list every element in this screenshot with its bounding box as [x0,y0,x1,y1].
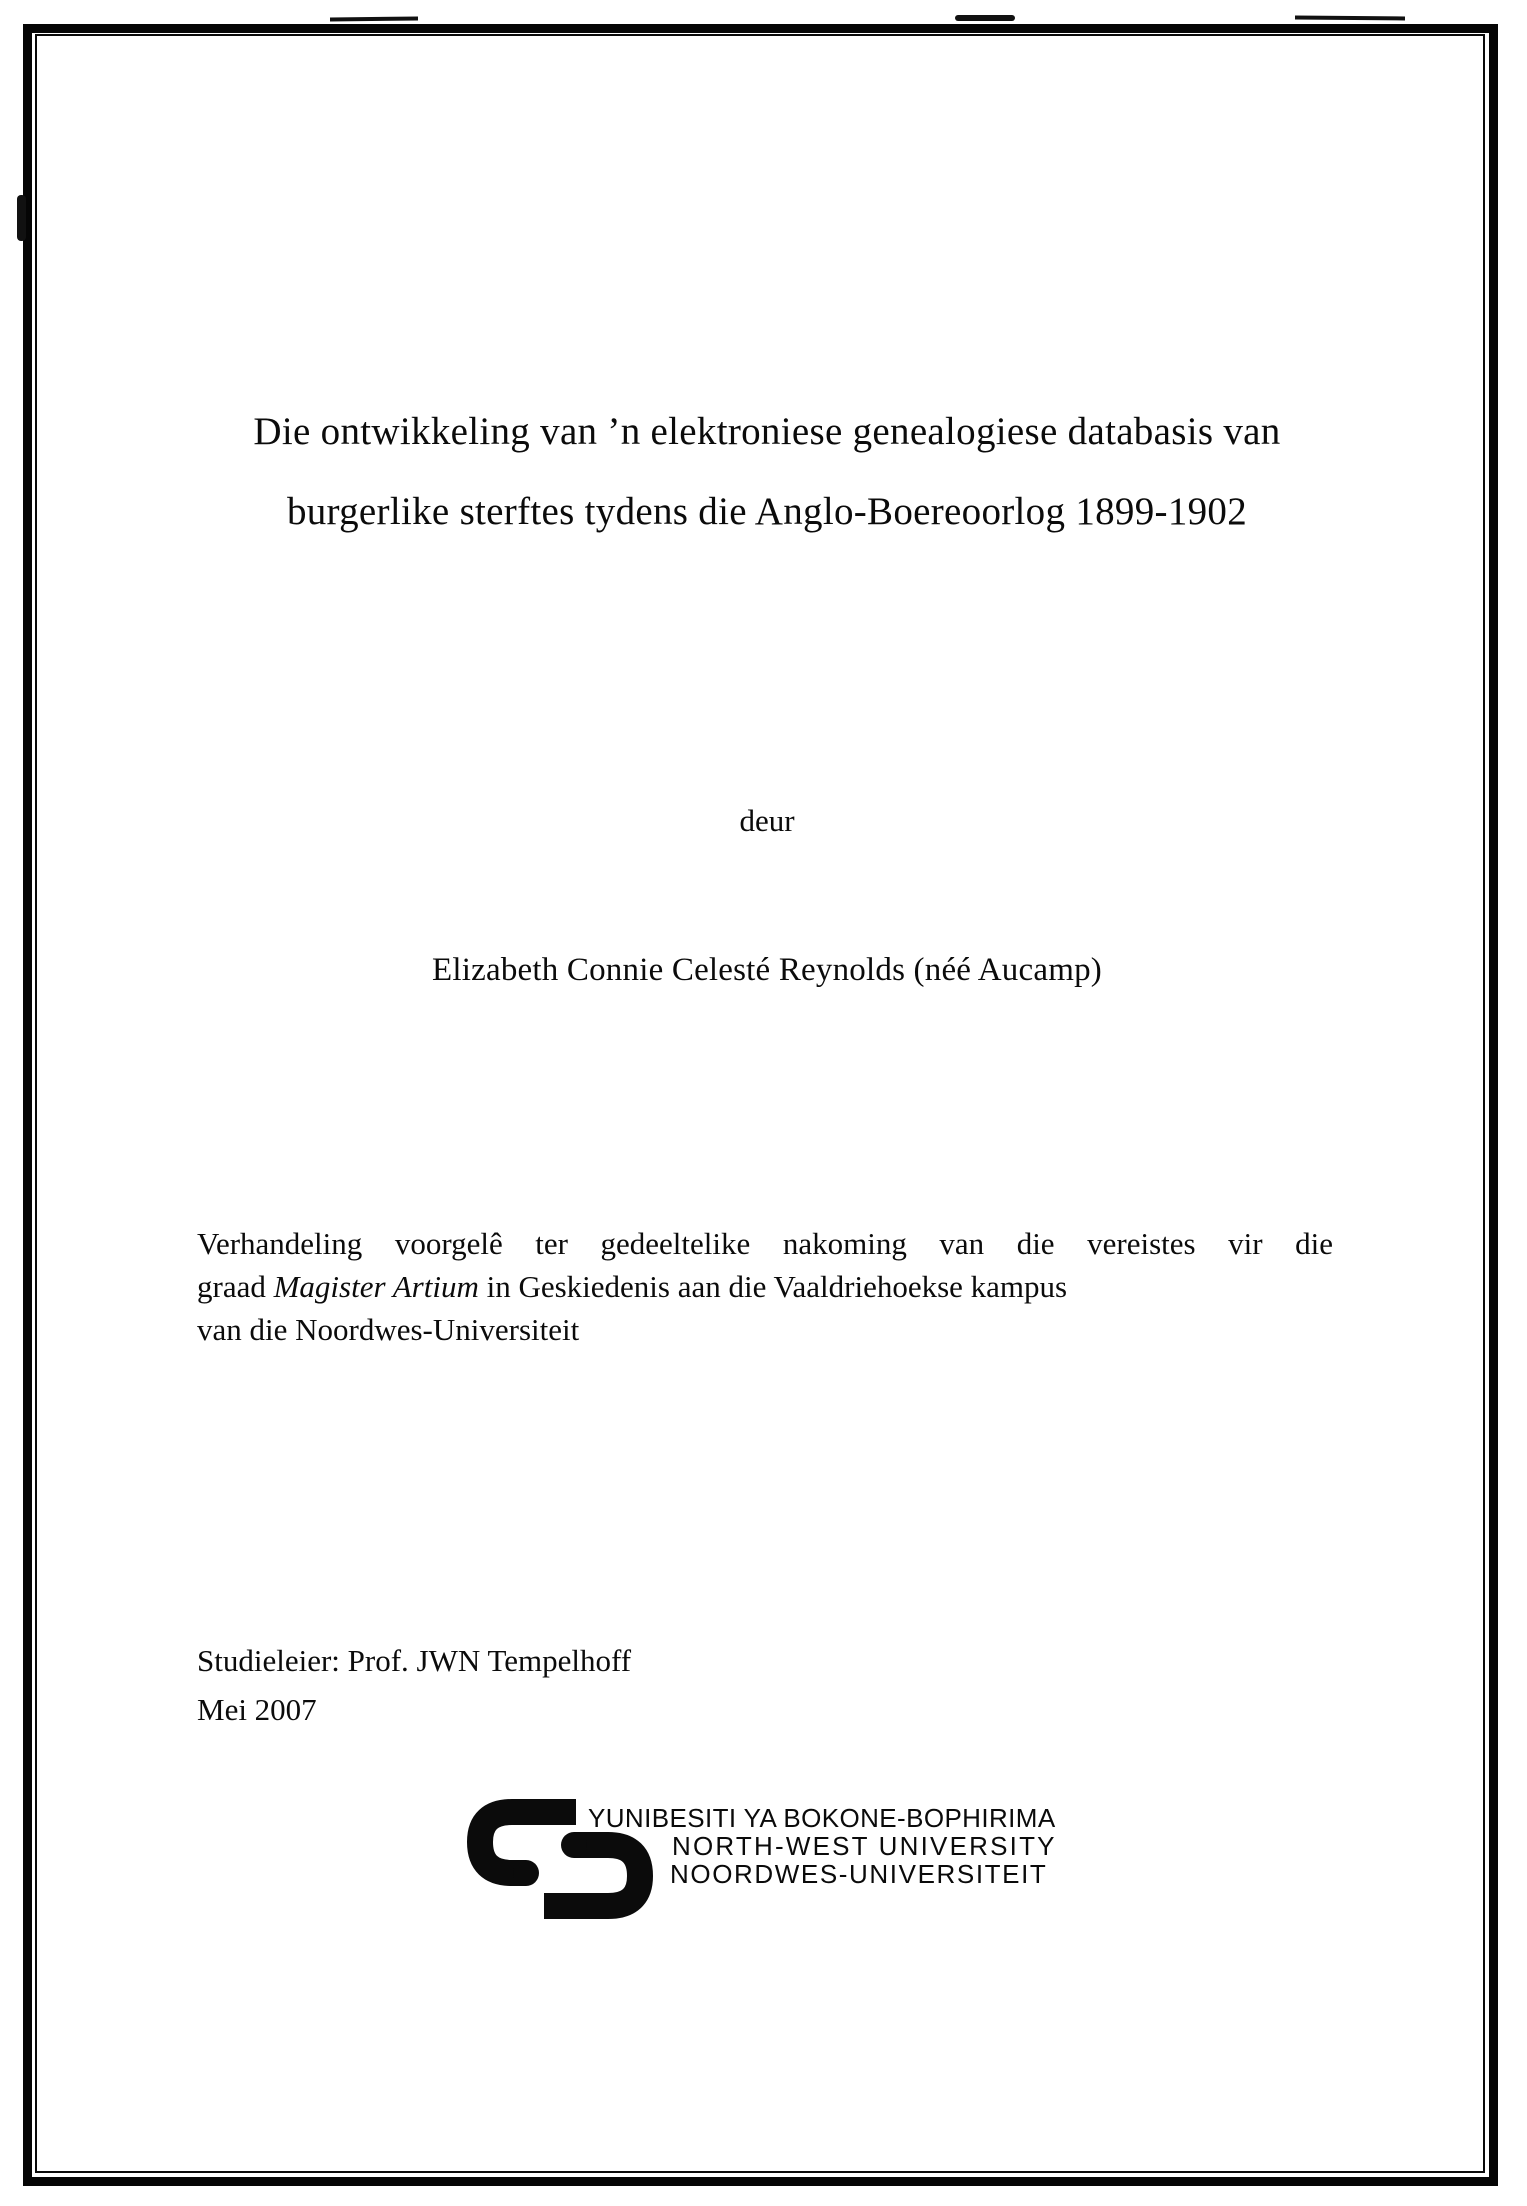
university-logo-text [588,1804,1057,1888]
scan-artifact [17,195,26,241]
logo-line-english: NORTH-WEST UNIVERSITY [672,1831,1057,1861]
date-line: Mei 2007 [197,1692,317,1727]
thesis-title-line1: Die ontwikkeling van ’n elektroniese genealogiese databasis van [253,410,1281,453]
thesis-title [190,392,1344,552]
submission-line2-pre: graad [197,1269,274,1304]
submission-line3: van die Noordwes-Universiteit [197,1312,580,1347]
submission-line2-post: in Geskiedenis aan die Vaaldriehoekse kampus [478,1269,1068,1304]
scan-artifact [330,17,418,22]
scan-artifact [955,15,1015,21]
byline-label: deur [739,803,795,838]
thesis-title-line2: burgerlike sterftes tydens die Anglo-Boereoorlog 1899-1902 [286,490,1248,533]
author-name: Elizabeth Connie Celesté Reynolds (néé Aucamp) [432,952,1102,988]
supervisor-block [197,1636,1097,1734]
logo-line-setswana: YUNIBESITI YA BOKONE-BOPHIRIMA [588,1803,1056,1833]
submission-line1: Verhandeling voorgelê ter gedeeltelike nakoming van die vereistes vir die [197,1226,1333,1261]
submission-line2 [197,1265,1333,1308]
degree-name: Magister Artium [273,1269,479,1304]
supervisor-line: Studieleier: Prof. JWN Tempelhoff [197,1643,632,1678]
submission-statement [197,1222,1333,1351]
scan-artifact [1295,16,1405,21]
logo-line-afrikaans: NOORDWES-UNIVERSITEIT [670,1859,1048,1889]
